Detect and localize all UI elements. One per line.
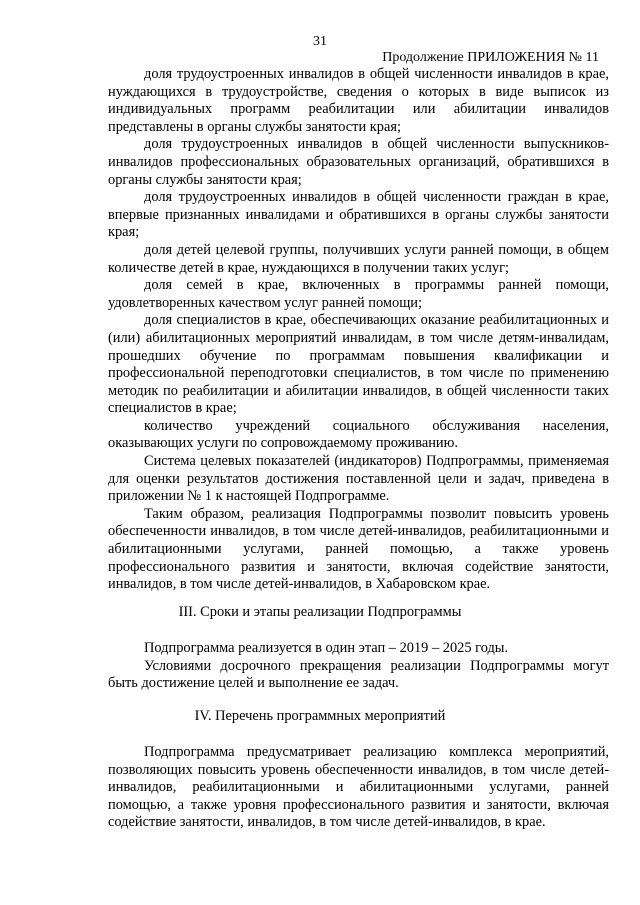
paragraph: количество учреждений социального обслуживания населения, оказывающих услуги по сопровождаемому проживанию. [108,417,609,452]
page-number: 31 [313,34,327,49]
paragraph: Подпрограмма реализуется в один этап – 2019 – 2025 годы. [144,640,509,656]
paragraph: Система целевых показателей (индикаторов) Подпрограммы, применяемая для оценки результатов достижения поставленной цели и задач, приведена в приложении № 1 к настоящей Подпрограмме. [108,453,609,505]
section-3-body [108,640,609,693]
paragraph: доля детей целевой группы, получивших услуги ранней помощи, в общем количестве детей в крае, нуждающихся в получении таких услуг; [108,241,609,276]
running-header: Продолжение ПРИЛОЖЕНИЯ № 11 [382,50,599,65]
paragraph: доля специалистов в крае, обеспечивающих оказание реабилитационных и (или) абилитационных мероприятий инвалидам, в том числе детям-инвалидам, прошедших обучение по программам повышения квалификации и профессиональной переподготовки специалистов, в том числе по применению методик по реабилитации и абилитации инвалидов, в общей численности таких специалистов в крае; [108,312,609,417]
paragraph: доля трудоустроенных инвалидов в общей численности граждан в крае, впервые признанных инвалидами и обратившихся в органы службы занятости края; [108,189,609,241]
section-4-body [108,744,609,832]
section-4-heading: IV. Перечень программных мероприятий [194,708,446,724]
paragraph: Условиями досрочного прекращения реализации Подпрограммы могут быть достижение целей и выполнение ее задач. [108,657,609,692]
paragraph: Таким образом, реализация Подпрограммы позволит повысить уровень обеспеченности инвалидов, в том числе детей-инвалидов, реабилитационными и абилитационными услугами, ранней помощью, а также уровень профессионального развития и занятости, включая содействие занятости, инвалидов, в том числе детей-инвалидов, в Хабаровском крае. [108,505,609,593]
indicators-block [108,66,609,594]
section-3-heading: III. Сроки и этапы реализации Подпрограммы [178,604,462,620]
paragraph: доля трудоустроенных инвалидов в общей численности инвалидов в крае, нуждающихся в трудоустройстве, сведения о которых в виде выписок из индивидуальных программ реабилитации или абилитации инвалидов представлены в органы службы занятости края; [108,66,609,135]
paragraph: Подпрограмма предусматривает реализацию комплекса мероприятий, позволяющих повысить уровень обеспеченности инвалидов, в том числе детей-инвалидов, реабилитационными и абилитационными услугами, ранней помощью, а также уровня профессионального развития и занятости, включая содействие занятости, инвалидов, в том числе детей-инвалидов, в крае. [108,744,609,831]
paragraph: доля семей в крае, включенных в программы ранней помощи, удовлетворенных качеством услуг ранней помощи; [108,277,609,311]
paragraph: доля трудоустроенных инвалидов в общей численности выпускников-инвалидов профессиональных образовательных организаций, обратившихся в органы службы занятости края; [108,136,609,188]
